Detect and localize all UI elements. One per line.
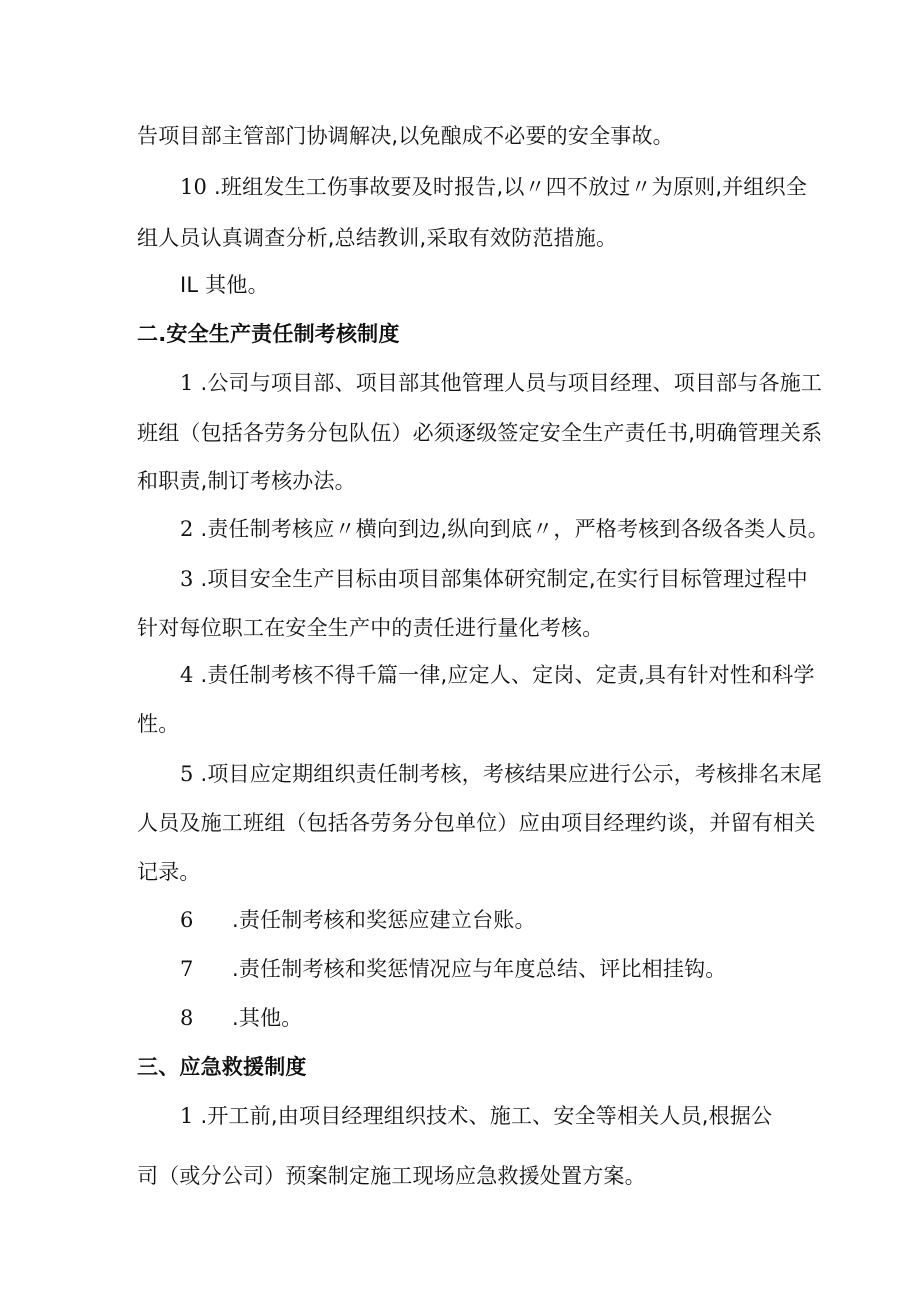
- item-number: 6: [180, 908, 194, 932]
- item-text: .其他。: [232, 1006, 303, 1030]
- item-text: .公司与项目部、项目部其他管理人员与项目经理、项目部与各施工: [193, 371, 823, 395]
- item-text: .项目应定期组织责任制考核，考核结果应进行公示，考核排名末尾: [193, 762, 823, 786]
- item-text: .责任制考核和奖惩应建立台账。: [232, 908, 536, 932]
- item-text: .责任制考核和奖惩情况应与年度总结、评比相挂钩。: [232, 957, 727, 981]
- item-number: 1: [180, 1104, 194, 1128]
- item-number: 7: [180, 957, 194, 981]
- section-heading-2: 二.安全生产责任制考核制度: [137, 322, 400, 346]
- numbered-item-4: [180, 661, 815, 689]
- numbered-item-11: IL 其他。: [180, 273, 269, 297]
- paragraph-line: 性。: [137, 712, 180, 736]
- item-number: 10: [180, 175, 208, 199]
- paragraph-line: 班组（包括各劳务分包队伍）必须逐级签定安全生产责任书,明确管理关系: [137, 421, 823, 445]
- item-number: 1: [180, 371, 194, 395]
- numbered-item-3: [180, 565, 808, 593]
- paragraph-line: 组人员认真调查分析,总结教训,采取有效防范措施。: [137, 226, 618, 250]
- numbered-item-1: [180, 369, 822, 397]
- item-text: .班组发生工伤事故要及时报告,以〃四不放过〃为原则,并组织全: [207, 175, 808, 199]
- numbered-item-10: [180, 173, 807, 201]
- numbered-item-1: [180, 1102, 772, 1130]
- item-number: 4: [180, 663, 194, 687]
- item-text: .责任制考核应〃横向到边,纵向到底〃，严格考核到各级各类人员。: [193, 517, 829, 541]
- paragraph-line: 告项目部主管部门协调解决,以免酿成不必要的安全事故。: [137, 124, 674, 148]
- numbered-item-6: [180, 906, 536, 934]
- paragraph-line: 司（或分公司）预案制定施工现场应急救援处置方案。: [137, 1164, 646, 1188]
- paragraph-line: 针对每位职工在安全生产中的责任进行量化考核。: [137, 616, 604, 640]
- numbered-item-7: [180, 955, 726, 983]
- numbered-item-8: [180, 1004, 302, 1032]
- numbered-item-2: [180, 515, 829, 543]
- item-text: .开工前,由项目经理组织技术、施工、安全等相关人员,根据公: [193, 1104, 773, 1128]
- item-number: 2: [180, 517, 194, 541]
- numbered-item-5: [180, 760, 822, 788]
- paragraph-line: 人员及施工班组（包括各劳务分包单位）应由项目经理约谈，并留有相关: [137, 811, 816, 835]
- section-heading-3: 三、应急救援制度: [137, 1055, 307, 1079]
- item-number: 3: [180, 567, 194, 591]
- paragraph-line: 记录。: [137, 860, 201, 884]
- item-number: 5: [180, 762, 194, 786]
- paragraph-line: 和职责,制订考核办法。: [137, 469, 356, 493]
- item-text: .项目安全生产目标由项目部集体研究制定,在实行目标管理过程中: [193, 567, 808, 591]
- item-text: .责任制考核不得千篇一律,应定人、定岗、定责,具有针对性和科学: [193, 663, 815, 687]
- item-number: 8: [180, 1006, 194, 1030]
